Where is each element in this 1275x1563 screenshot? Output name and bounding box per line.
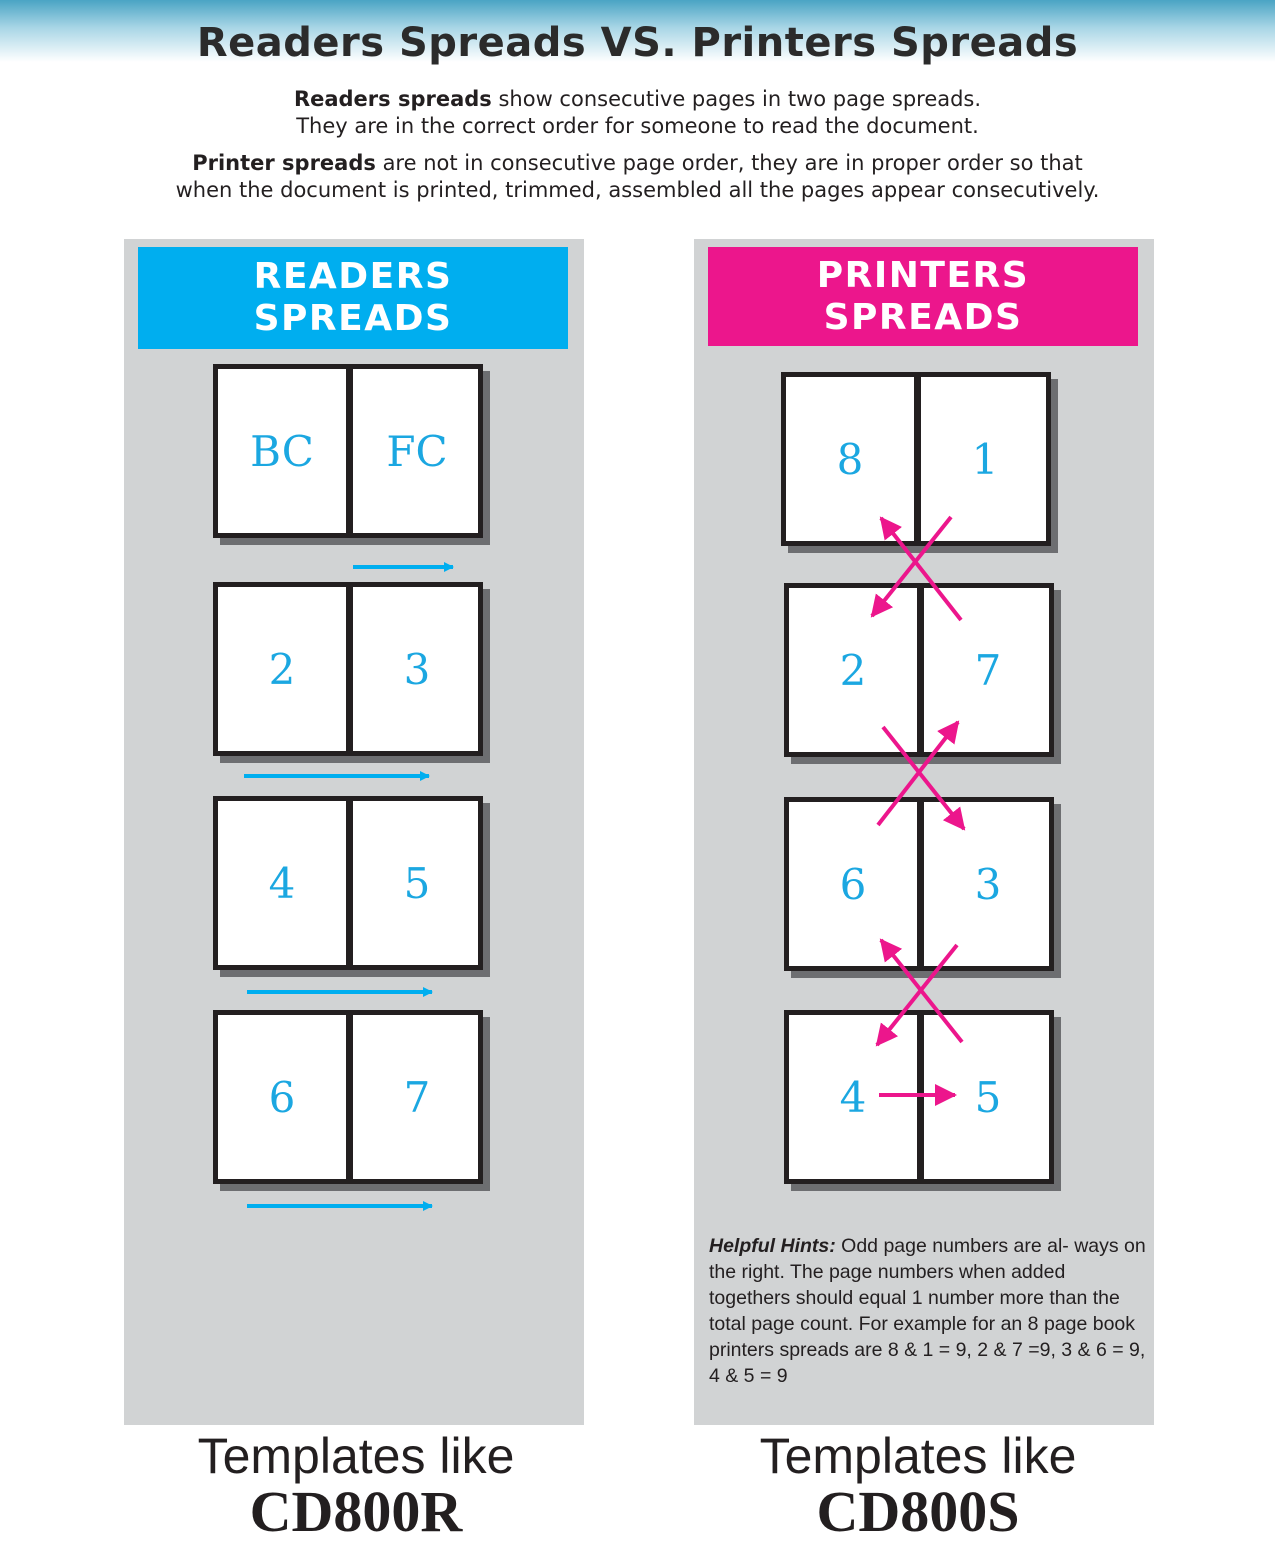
readers-footer-label: Templates like (197, 1428, 515, 1484)
readers-term: Readers spreads (293, 87, 492, 111)
printers-header-line2: SPREADS (823, 296, 1023, 338)
helpful-hints (709, 1233, 1149, 1389)
printers-page-left: 8 (836, 434, 864, 484)
readers-definition-line2: They are in the correct order for someone to read the document. (296, 114, 979, 138)
printers-page-left: 4 (839, 1072, 867, 1122)
readers-page-right: 5 (403, 858, 431, 908)
readers-spread-1 (213, 364, 483, 538)
readers-spread-4 (213, 1010, 483, 1184)
printers-spread-2 (784, 583, 1054, 757)
readers-header-line2: SPREADS (253, 298, 453, 339)
printers-footer (688, 1428, 1148, 1544)
printers-footer-label: Templates like (759, 1428, 1077, 1484)
printers-spread-3 (784, 797, 1054, 971)
printers-page-right: 1 (971, 434, 999, 484)
readers-page-right: 3 (403, 644, 431, 694)
printers-header (708, 247, 1138, 346)
printers-page-right: 7 (974, 645, 1002, 695)
spread-divider (917, 588, 924, 752)
printers-page-right: 5 (974, 1072, 1002, 1122)
spread-divider (917, 802, 924, 966)
readers-page-right: 7 (403, 1072, 431, 1122)
printers-definition (40, 150, 1235, 204)
readers-page-left: 6 (268, 1072, 296, 1122)
readers-spread-3 (213, 796, 483, 970)
hints-label: Helpful Hints: (709, 1235, 836, 1257)
readers-page-left: 4 (268, 858, 296, 908)
readers-template-code: CD800R (249, 1479, 463, 1544)
printers-spread-1 (781, 372, 1051, 546)
printers-page-right: 3 (974, 859, 1002, 909)
readers-footer (126, 1428, 586, 1544)
spread-divider (914, 377, 921, 541)
spread-divider (346, 801, 353, 965)
readers-page-left: BC (250, 426, 314, 476)
spread-divider (917, 1015, 924, 1179)
hints-text: Odd page numbers are al- ways on the right. The page numbers when added togethers should equal 1 number more than the total page count. For example for an 8 page book printers spreads are 8 & 1 = 9, 2 & 7 =9, 3 & 6 = 9, 4 & 5 = 9 (709, 1235, 1146, 1387)
page-title: Readers Spreads VS. Printers Spreads (196, 20, 1079, 66)
spread-divider (346, 587, 353, 751)
printers-header-line1: PRINTERS (816, 254, 1030, 296)
printers-spread-4 (784, 1010, 1054, 1184)
printers-definition-line1: are not in consecutive page order, they are in proper order so that (375, 151, 1083, 175)
readers-page-right: FC (386, 426, 448, 476)
readers-header-line1: READERS (253, 256, 453, 297)
printers-page-left: 6 (839, 859, 867, 909)
readers-definition (40, 86, 1235, 140)
spread-divider (346, 369, 353, 533)
printers-template-code: CD800S (816, 1479, 1020, 1544)
readers-spread-2 (213, 582, 483, 756)
readers-header (138, 247, 568, 349)
printers-definition-line2: when the document is printed, trimmed, assembled all the pages appear consecutively. (175, 178, 1100, 202)
spread-divider (346, 1015, 353, 1179)
readers-definition-line1: show consecutive pages in two page spreads. (491, 87, 982, 111)
printers-page-left: 2 (839, 645, 867, 695)
printer-term: Printer spreads (192, 151, 376, 175)
readers-page-left: 2 (268, 644, 296, 694)
